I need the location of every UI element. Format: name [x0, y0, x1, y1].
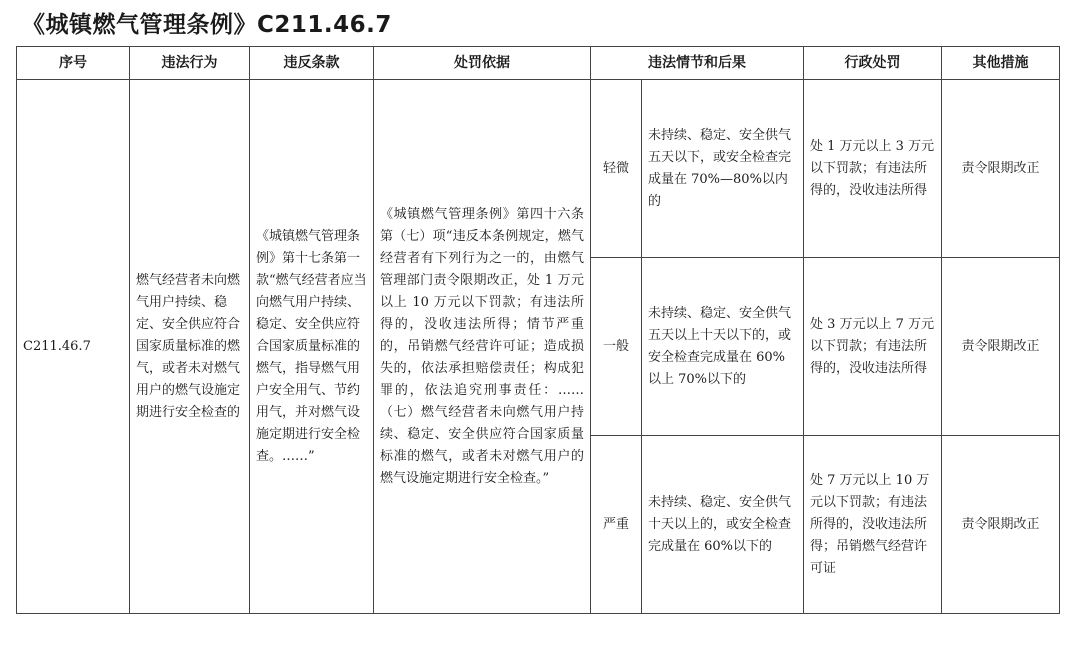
header-id: 序号 — [17, 47, 130, 80]
level-penalty: 处 3 万元以上 7 万元以下罚款；有违法所得的，没收违法所得 — [804, 258, 942, 436]
page-title: 《城镇燃气管理条例》C211.46.7 — [22, 12, 392, 38]
header-basis: 处罚依据 — [374, 47, 591, 80]
record-act: 燃气经营者未向燃气用户持续、稳定、安全供应符合国家质量标准的燃气，或者未对燃气用户的燃气设施定期进行安全检查的 — [130, 80, 250, 614]
header-penalty: 行政处罚 — [804, 47, 942, 80]
header-clause: 违反条款 — [250, 47, 374, 80]
penalty-table — [16, 46, 1060, 614]
level-other-measure: 责令限期改正 — [942, 436, 1060, 614]
level-detail: 未持续、稳定、安全供气五天以下，或安全检查完成量在 70%—80%以内的 — [642, 80, 804, 258]
level-penalty: 处 1 万元以上 3 万元以下罚款；有违法所得的，没收违法所得 — [804, 80, 942, 258]
header-act: 违法行为 — [130, 47, 250, 80]
header-circumstance: 违法情节和后果 — [591, 47, 804, 80]
table-header-row — [17, 47, 1060, 80]
level-detail: 未持续、稳定、安全供气五天以上十天以下的，或安全检查完成量在 60%以上 70%以下的 — [642, 258, 804, 436]
record-basis: 《城镇燃气管理条例》第四十六条第（七）项“违反本条例规定，燃气经营者有下列行为之一的，由燃气管理部门责令限期改正，处 1 万元以上 10 万元以下罚款；有违法所得的，没收违法所得；情节严重的，吊销燃气经营许可证；造成损失的，依法承担赔偿责任；构成犯罪的，依法追究刑事责任：……（七）燃气经营者未向燃气用户持续、稳定、安全供应符合国家质量标准的燃气，或者未对燃气用户的燃气设施定期进行安全检查。” — [374, 80, 591, 614]
record-id: C211.46.7 — [17, 80, 130, 614]
level-detail: 未持续、稳定、安全供气十天以上的，或安全检查完成量在 60%以下的 — [642, 436, 804, 614]
level-penalty: 处 7 万元以上 10 万元以下罚款；有违法所得的，没收违法所得；吊销燃气经营许可证 — [804, 436, 942, 614]
table-row — [17, 80, 1060, 258]
record-clause: 《城镇燃气管理条例》第十七条第一款“燃气经营者应当向燃气用户持续、稳定、安全供应符合国家质量标准的燃气，指导燃气用户安全用气、节约用气，并对燃气设施定期进行安全检查。……” — [250, 80, 374, 614]
header-other: 其他措施 — [942, 47, 1060, 80]
level-label: 轻微 — [591, 80, 642, 258]
level-other-measure: 责令限期改正 — [942, 258, 1060, 436]
level-label: 一般 — [591, 258, 642, 436]
level-other-measure: 责令限期改正 — [942, 80, 1060, 258]
level-label: 严重 — [591, 436, 642, 614]
